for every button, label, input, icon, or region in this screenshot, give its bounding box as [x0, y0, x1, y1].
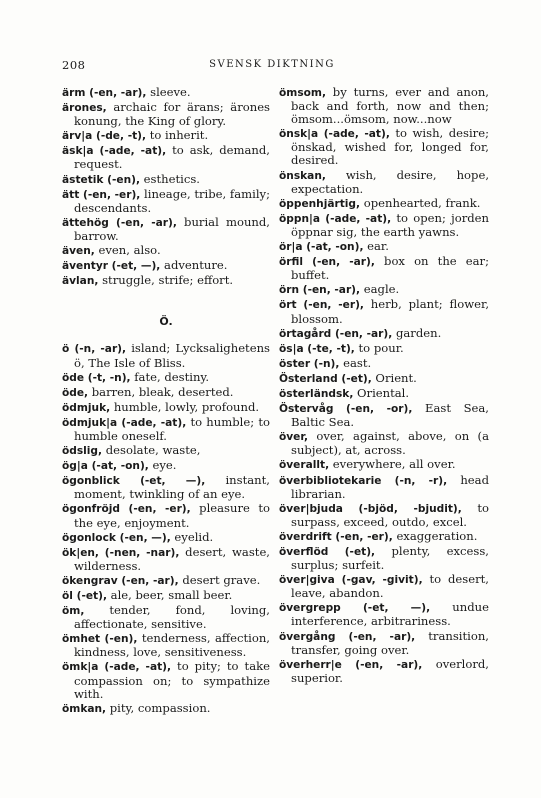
- entry-headword: äventyr: [62, 260, 108, 273]
- entry-definition: fate, destiny.: [130, 369, 210, 384]
- dictionary-entry: [279, 197, 489, 211]
- dictionary-entry: [62, 604, 270, 631]
- dictionary-entry: [62, 188, 270, 215]
- entry-headword: ömsom,: [279, 87, 326, 99]
- entry-inflection: (-ade, -at),: [93, 145, 167, 158]
- entry-headword: även,: [62, 245, 95, 258]
- entry-definition: to inherit.: [146, 128, 209, 143]
- entry-definition: barren, bleak, deserted.: [88, 384, 234, 399]
- dictionary-entry: [62, 371, 270, 385]
- entry-definition: undue interference, arbitrariness.: [291, 600, 489, 629]
- dictionary-entry: [62, 86, 270, 100]
- dictionary-entry: [62, 259, 270, 273]
- entry-inflection: (-n),: [310, 357, 340, 370]
- entry-definition: pity, compassion.: [106, 700, 211, 715]
- dictionary-entry: [62, 129, 270, 143]
- entry-definition: openhearted, frank.: [360, 195, 481, 210]
- entry-headword: öppenhjärtig,: [279, 197, 361, 210]
- entry-definition: esthetics.: [139, 171, 200, 186]
- entry-definition: plenty, excess, surplus; surfeit.: [291, 544, 489, 573]
- dictionary-entry: [279, 530, 489, 544]
- entry-headword: över|giva: [279, 574, 335, 587]
- dictionary-entry: [279, 342, 489, 356]
- dictionary-entry: [62, 474, 270, 501]
- entry-definition: Oriental.: [353, 385, 410, 400]
- entry-inflection: (-de, -t),: [92, 130, 147, 143]
- entry-headword: Östervåg: [279, 403, 334, 416]
- running-title: SVENSK DIKTNING: [209, 59, 335, 70]
- entry-definition: lineage, tribe, family; descendants.: [74, 186, 270, 215]
- entry-inflection: (-n, -r),: [381, 474, 448, 487]
- dictionary-entry: [279, 127, 489, 167]
- dictionary-entry: [279, 212, 489, 239]
- entry-headword: Österland: [279, 372, 338, 385]
- entry-inflection: (-en, -ar),: [331, 327, 393, 340]
- page-header: [62, 58, 482, 74]
- entry-inflection: (-ade, -at),: [117, 416, 187, 429]
- dictionary-entry: [279, 502, 489, 529]
- entry-headword: överallt,: [279, 459, 330, 472]
- entry-inflection: (-et),: [328, 546, 376, 558]
- entry-inflection: (-en),: [100, 633, 138, 646]
- entry-definition: wish, desire, hope, expectation.: [291, 167, 489, 196]
- entry-headword: ävlan,: [62, 275, 99, 288]
- entry-inflection: (-en, -er),: [331, 530, 393, 543]
- left-column: [62, 86, 270, 717]
- entry-headword: öster: [279, 357, 311, 370]
- entry-inflection: (-ade, -at),: [98, 661, 172, 674]
- entry-inflection: (-et, —),: [340, 602, 431, 615]
- entry-headword: ög|a: [62, 460, 88, 473]
- section-heading: Ö.: [159, 315, 173, 329]
- entry-inflection: (-nen, -nar),: [98, 546, 180, 559]
- entry-definition: East Sea, Baltic Sea.: [291, 401, 489, 430]
- entry-headword: överdrift: [279, 530, 332, 543]
- entry-inflection: (-ade, -at),: [318, 128, 390, 141]
- dictionary-entry: [279, 86, 489, 126]
- entry-inflection: (-en, -ar),: [85, 87, 147, 99]
- dictionary-entry: [62, 632, 270, 659]
- entry-headword: ödmjuk,: [62, 401, 111, 414]
- entry-headword: ödslig,: [62, 445, 103, 458]
- entry-definition: pleasure to the eye, enjoyment.: [74, 501, 270, 530]
- entry-headword: ömkan,: [62, 702, 107, 715]
- entry-definition: to wish, desire; önskad, wished for, longed for, desired.: [291, 126, 489, 168]
- dictionary-entry: [62, 101, 270, 128]
- entry-definition: burial mound, barrow.: [74, 214, 270, 243]
- entry-headword: ök|en,: [62, 546, 99, 559]
- entry-definition: box on the ear; buffet.: [291, 254, 489, 283]
- entry-definition: instant, moment, twinkling of an eye.: [74, 473, 270, 502]
- entry-headword: örfil: [279, 256, 303, 269]
- entry-definition: tender, fond, loving, affectionate, sensitive.: [74, 603, 270, 632]
- entry-definition: head librarian.: [291, 472, 489, 501]
- dictionary-entry: [279, 658, 489, 685]
- dictionary-entry: [62, 216, 270, 243]
- entry-headword: ätt: [62, 188, 80, 201]
- entry-inflection: (-bjöd, -bjudit),: [342, 502, 462, 515]
- entry-definition: exaggeration.: [392, 528, 478, 543]
- dictionary-entry: [62, 173, 270, 187]
- dictionary-entry: [279, 545, 489, 572]
- entry-headword: örn: [279, 284, 300, 297]
- dictionary-entry: [279, 372, 489, 386]
- entry-definition: Orient.: [371, 370, 417, 385]
- dictionary-entry: [279, 630, 489, 657]
- entry-definition: by turns, ever and anon, back and forth, now and then; ömsom...ömsom, now...now: [291, 85, 489, 127]
- dictionary-entry: [279, 255, 489, 282]
- entry-headword: ärones,: [62, 102, 107, 115]
- entry-headword: öm,: [62, 605, 85, 618]
- entry-headword: över|bjuda: [279, 502, 343, 515]
- dictionary-entry: [279, 169, 489, 196]
- entry-inflection: (-en, -ar),: [108, 216, 177, 229]
- entry-definition: to pour.: [354, 340, 404, 355]
- entry-definition: eyelid.: [170, 529, 214, 544]
- page-number: 208: [62, 58, 86, 72]
- entry-inflection: (-at, -on),: [87, 460, 149, 473]
- entry-inflection: (-en, -or),: [333, 403, 413, 416]
- entry-headword: ör|a: [279, 241, 303, 254]
- entry-headword: öde: [62, 371, 85, 384]
- dictionary-entry: [62, 144, 270, 171]
- entry-definition: to humble; to humble oneself.: [74, 414, 270, 443]
- entry-inflection: (-gav, -givit),: [334, 574, 423, 587]
- entry-inflection: (-en, -er),: [120, 503, 191, 516]
- entry-definition: to surpass, exceed, outdo, excel.: [291, 500, 490, 529]
- entry-inflection: (-en, -ar),: [303, 256, 375, 269]
- entry-definition: to desert, leave, abandon.: [291, 572, 489, 601]
- dictionary-entry: [62, 416, 270, 443]
- entry-definition: desert grave.: [178, 572, 261, 587]
- entry-definition: to pity; to take compassion on; to sympathize with.: [74, 659, 270, 701]
- entry-definition: eagle.: [360, 282, 400, 297]
- dictionary-entry: [62, 702, 270, 716]
- entry-definition: desert, waste, wilderness.: [74, 544, 270, 573]
- entry-headword: öde,: [62, 386, 89, 399]
- entry-definition: tenderness, affection, kindness, love, sensitiveness.: [74, 631, 270, 660]
- entry-headword: ögonfröjd: [62, 503, 121, 516]
- entry-headword: ögonlock: [62, 531, 116, 544]
- entry-headword: övergång: [279, 630, 336, 643]
- entry-inflection: (-ade, -at),: [320, 212, 392, 225]
- entry-headword: ärm: [62, 87, 86, 99]
- dictionary-entry: [279, 601, 489, 628]
- entry-inflection: (-en, -ar),: [117, 574, 179, 587]
- entry-inflection: (-te, -t),: [303, 342, 355, 355]
- entry-headword: öppn|a: [279, 212, 321, 225]
- entry-inflection: (-et, —),: [119, 475, 206, 488]
- entry-definition: to open; jorden öppnar sig, the earth yawns.: [291, 210, 489, 239]
- entry-headword: ört: [279, 299, 297, 312]
- entry-inflection: (-t, -n),: [84, 371, 131, 384]
- entry-inflection: (-en, —),: [115, 531, 171, 544]
- entry-inflection: (-en, -er),: [79, 188, 141, 201]
- dictionary-entry: [279, 474, 489, 501]
- entry-inflection: (-en, -ar),: [299, 284, 361, 297]
- entry-headword: överbibliotekarie: [279, 474, 382, 487]
- entry-definition: over, against, above, on (a subject), at, across.: [291, 429, 489, 458]
- entry-headword: ökengrav: [62, 574, 118, 587]
- entry-headword: ästetik: [62, 173, 104, 186]
- dictionary-entry: [279, 283, 489, 297]
- dictionary-entry: [62, 546, 270, 573]
- dictionary-entry: [62, 531, 270, 545]
- entry-definition: island; Lycksalighetens ö, The Isle of Bliss.: [74, 341, 270, 370]
- entry-definition: humble, lowly, profound.: [110, 399, 260, 414]
- entry-definition: ear.: [363, 239, 389, 254]
- entry-headword: ärv|a: [62, 130, 93, 143]
- entry-inflection: (-n, -ar),: [69, 343, 127, 356]
- entry-inflection: (-at, -on),: [302, 241, 364, 254]
- dictionary-entry: [279, 458, 489, 472]
- right-column: [279, 86, 489, 686]
- entry-definition: herb, plant; flower, blossom.: [291, 297, 489, 326]
- entry-headword: ögonblick: [62, 475, 120, 488]
- entry-headword: ättehög: [62, 216, 109, 229]
- dictionary-entry: [279, 357, 489, 371]
- entry-definition: everywhere, all over.: [329, 457, 456, 472]
- entry-headword: önskan,: [279, 169, 326, 182]
- entry-headword: österländsk,: [279, 387, 354, 400]
- entry-definition: desolate, waste,: [102, 443, 201, 458]
- dictionary-entry: [62, 342, 270, 369]
- entry-definition: sleeve.: [146, 85, 191, 99]
- entry-headword: överherr|e: [279, 658, 342, 671]
- entry-inflection: (-en, -er),: [296, 299, 364, 312]
- entry-definition: transition, transfer, going over.: [291, 628, 489, 657]
- dictionary-entry: [62, 589, 270, 603]
- entry-definition: overlord, superior.: [291, 656, 489, 685]
- dictionary-entry: [62, 274, 270, 288]
- entry-definition: to ask, demand, request.: [74, 143, 270, 172]
- dictionary-entry: [62, 459, 270, 473]
- entry-inflection: (-et, —),: [107, 260, 161, 273]
- entry-headword: önsk|a: [279, 128, 319, 141]
- entry-definition: eye.: [148, 458, 177, 473]
- entry-inflection: (-en),: [103, 173, 140, 186]
- dictionary-entry: [279, 327, 489, 341]
- entry-inflection: (-en, -ar),: [335, 630, 416, 643]
- dictionary-entry: [279, 387, 489, 401]
- dictionary-entry: [62, 502, 270, 529]
- entry-headword: överflöd: [279, 546, 329, 558]
- entry-headword: ömhet: [62, 633, 101, 646]
- dictionary-entry: [279, 573, 489, 600]
- entry-definition: east.: [339, 355, 372, 370]
- dictionary-entry: [62, 574, 270, 588]
- dictionary-entry: [62, 660, 270, 700]
- entry-headword: ös|a: [279, 342, 304, 355]
- entry-headword: ö: [62, 343, 70, 356]
- dictionary-entry: [62, 244, 270, 258]
- dictionary-entry: [279, 430, 489, 457]
- entry-definition: garden.: [392, 325, 442, 340]
- entry-definition: adventure.: [160, 258, 228, 273]
- entry-definition: struggle, strife; effort.: [98, 273, 234, 288]
- entry-headword: öl: [62, 590, 73, 602]
- entry-headword: ömk|a: [62, 661, 99, 674]
- entry-inflection: (-en, -ar),: [341, 658, 423, 671]
- dictionary-entry: [62, 386, 270, 400]
- dictionary-entry: [279, 298, 489, 325]
- entry-headword: över,: [279, 431, 309, 444]
- entry-headword: äsk|a: [62, 145, 94, 158]
- entry-headword: övergrepp: [279, 602, 341, 615]
- entry-inflection: (-et),: [337, 372, 372, 385]
- dictionary-entry: [279, 240, 489, 254]
- entry-headword: ödmjuk|a: [62, 416, 118, 429]
- entry-definition: ale, beer, small beer.: [106, 588, 233, 602]
- entry-headword: örtagård: [279, 327, 332, 340]
- entry-inflection: (-et),: [72, 590, 107, 602]
- dictionary-entry: [62, 401, 270, 415]
- entry-definition: even, also.: [94, 243, 161, 258]
- dictionary-entry: [62, 444, 270, 458]
- entry-definition: archaic for ärans; ärones konung, the King of glory.: [74, 100, 270, 129]
- dictionary-entry: [279, 402, 489, 429]
